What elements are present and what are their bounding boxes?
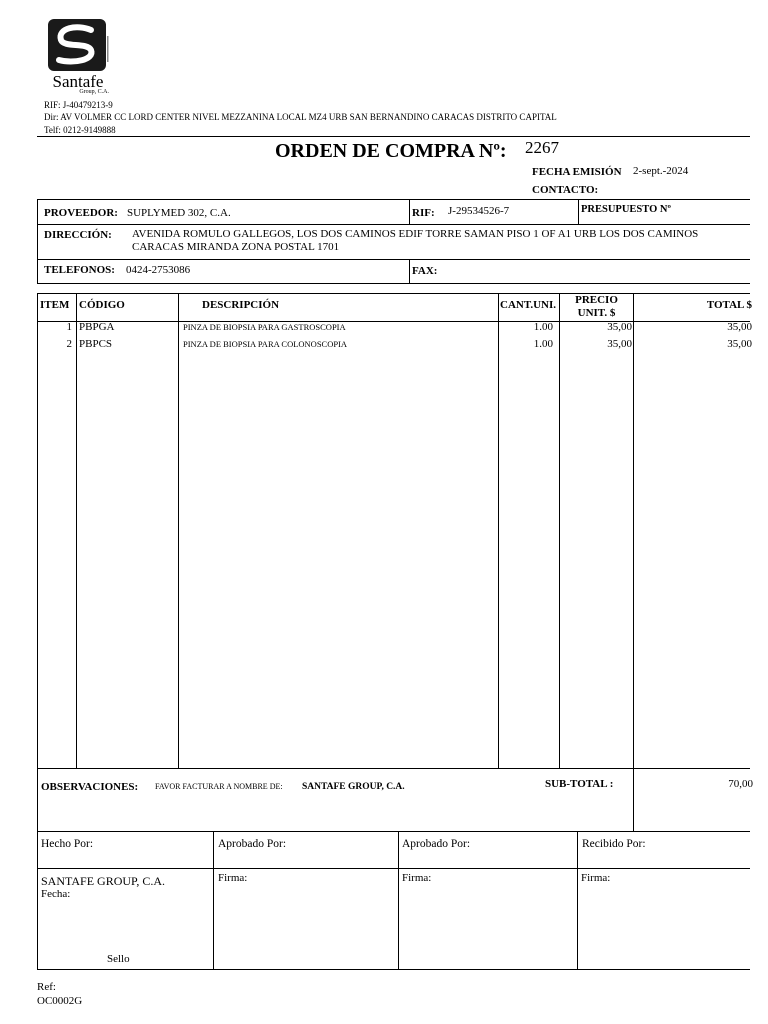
observaciones-label: OBSERVACIONES:	[41, 781, 139, 793]
supplier-box-top	[37, 199, 750, 200]
supplier-rif-value: J-29534526-7	[448, 205, 510, 217]
recibido-por-label: Recibido Por:	[582, 838, 646, 850]
contacto-label: CONTACTO:	[532, 184, 599, 196]
proveedor-value: SUPLYMED 302, C.A.	[127, 207, 231, 219]
row-2-cant: 1.00	[533, 338, 553, 350]
order-title: ORDEN DE COMPRA Nº:	[275, 140, 507, 162]
facturar-text: FAVOR FACTURAR A NOMBRE DE:	[155, 782, 283, 791]
header-codigo: CÓDIGO	[79, 299, 125, 311]
row-2-item: 2	[66, 338, 72, 350]
santafe-logo-icon	[47, 18, 109, 74]
row-1-codigo: PBPGA	[79, 321, 115, 333]
supplier-presupuesto-divider	[578, 199, 579, 224]
row-1-total: 35,00	[727, 321, 752, 333]
header-descripcion: DESCRIPCIÓN	[202, 299, 280, 311]
company-address: Dir: AV VOLMER CC LORD CENTER NIVEL MEZZANINA LOCAL MZ4 URB SAN BERNANDINO CARACAS DISTRITO CAPITAL	[44, 112, 557, 122]
direccion-line-1: AVENIDA ROMULO GALLEGOS, LOS DOS CAMINOS EDIF TORRE SAMAN PISO 1 OF A1 URB LOS DOS CAMINOS	[132, 228, 699, 240]
table-col-descripcion	[498, 293, 499, 768]
company-phone: Telf: 0212-9149888	[44, 125, 116, 135]
aprobado-por-label-1: Aprobado Por:	[218, 838, 287, 850]
proveedor-label: PROVEEDOR:	[44, 207, 118, 219]
signature-col-2	[398, 831, 399, 969]
header-precio-line-2: UNIT. $	[577, 307, 616, 319]
signature-col-3	[577, 831, 578, 969]
signature-divider	[37, 868, 750, 869]
header-cant: CANT.UNI.	[500, 299, 557, 311]
table-col-item	[76, 293, 77, 768]
ref-code: OC0002G	[37, 995, 83, 1007]
supplier-rif-label: RIF:	[412, 207, 435, 219]
supplier-row-divider-2	[37, 259, 750, 260]
fax-label: FAX:	[412, 265, 438, 277]
firma-label-3: Firma:	[581, 872, 611, 884]
header-divider	[37, 136, 750, 137]
hecho-por-label: Hecho Por:	[41, 838, 94, 850]
table-col-codigo	[178, 293, 179, 768]
row-1-descripcion: PINZA DE BIOPSIA PARA GASTROSCOPIA	[183, 322, 346, 332]
signature-company-name: SANTAFE GROUP, C.A.	[41, 874, 166, 888]
signature-bottom	[37, 969, 750, 970]
supplier-box-bottom	[37, 283, 750, 284]
row-2-descripcion: PINZA DE BIOPSIA PARA COLONOSCOPIA	[183, 339, 348, 349]
telefonos-value: 0424-2753086	[126, 264, 191, 276]
signature-top	[37, 831, 633, 832]
telefonos-label: TELEFONOS:	[44, 264, 115, 276]
company-logo	[47, 18, 109, 96]
ref-label: Ref:	[37, 981, 56, 993]
fecha-emision-value: 2-sept.-2024	[633, 165, 689, 177]
table-bottom	[37, 768, 750, 769]
firma-label-1: Firma:	[218, 872, 248, 884]
direccion-line-2: CARACAS MIRANDA ZONA POSTAL 1701	[132, 241, 340, 253]
aprobado-por-label-2: Aprobado Por:	[402, 838, 471, 850]
signature-fecha-label: Fecha:	[41, 888, 71, 900]
firma-label-2: Firma:	[402, 872, 432, 884]
table-col-precio	[633, 293, 634, 831]
table-col-cant	[559, 293, 560, 768]
row-1-precio: 35,00	[607, 321, 632, 333]
row-2-codigo: PBPCS	[79, 338, 113, 350]
row-2-precio: 35,00	[607, 338, 632, 350]
table-col-left	[37, 293, 38, 768]
presupuesto-label: PRESUPUESTO Nº	[581, 204, 671, 215]
row-1-cant: 1.00	[533, 321, 553, 333]
header-total: TOTAL $	[706, 299, 752, 311]
subtotal-box-bottom	[633, 831, 750, 832]
supplier-rif-divider	[409, 199, 410, 224]
sello-label: Sello	[107, 953, 130, 965]
header-precio-line-1: PRECIO	[575, 294, 618, 306]
supplier-fax-divider	[409, 259, 410, 283]
row-2-total: 35,00	[727, 338, 752, 350]
subtotal-label: SUB-TOTAL :	[545, 778, 614, 790]
table-top	[37, 293, 750, 294]
supplier-row-divider-1	[37, 224, 750, 225]
signature-col-1	[213, 831, 214, 969]
company-rif: RIF: J-40479213-9	[44, 100, 113, 110]
fecha-emision-label: FECHA EMISIÓN	[532, 166, 622, 178]
footer-left-border	[37, 768, 38, 970]
row-1-item: 1	[66, 321, 72, 333]
supplier-box-left	[37, 199, 38, 283]
order-number: 2267	[525, 138, 559, 157]
logo-name: Santafe	[52, 72, 104, 91]
logo-subtitle: Group, C.A.	[79, 89, 109, 95]
facturar-name: SANTAFE GROUP, C.A.	[302, 782, 405, 792]
header-item: ITEM	[40, 299, 70, 311]
subtotal-value: 70,00	[728, 778, 753, 790]
direccion-label: DIRECCIÓN:	[44, 229, 112, 241]
